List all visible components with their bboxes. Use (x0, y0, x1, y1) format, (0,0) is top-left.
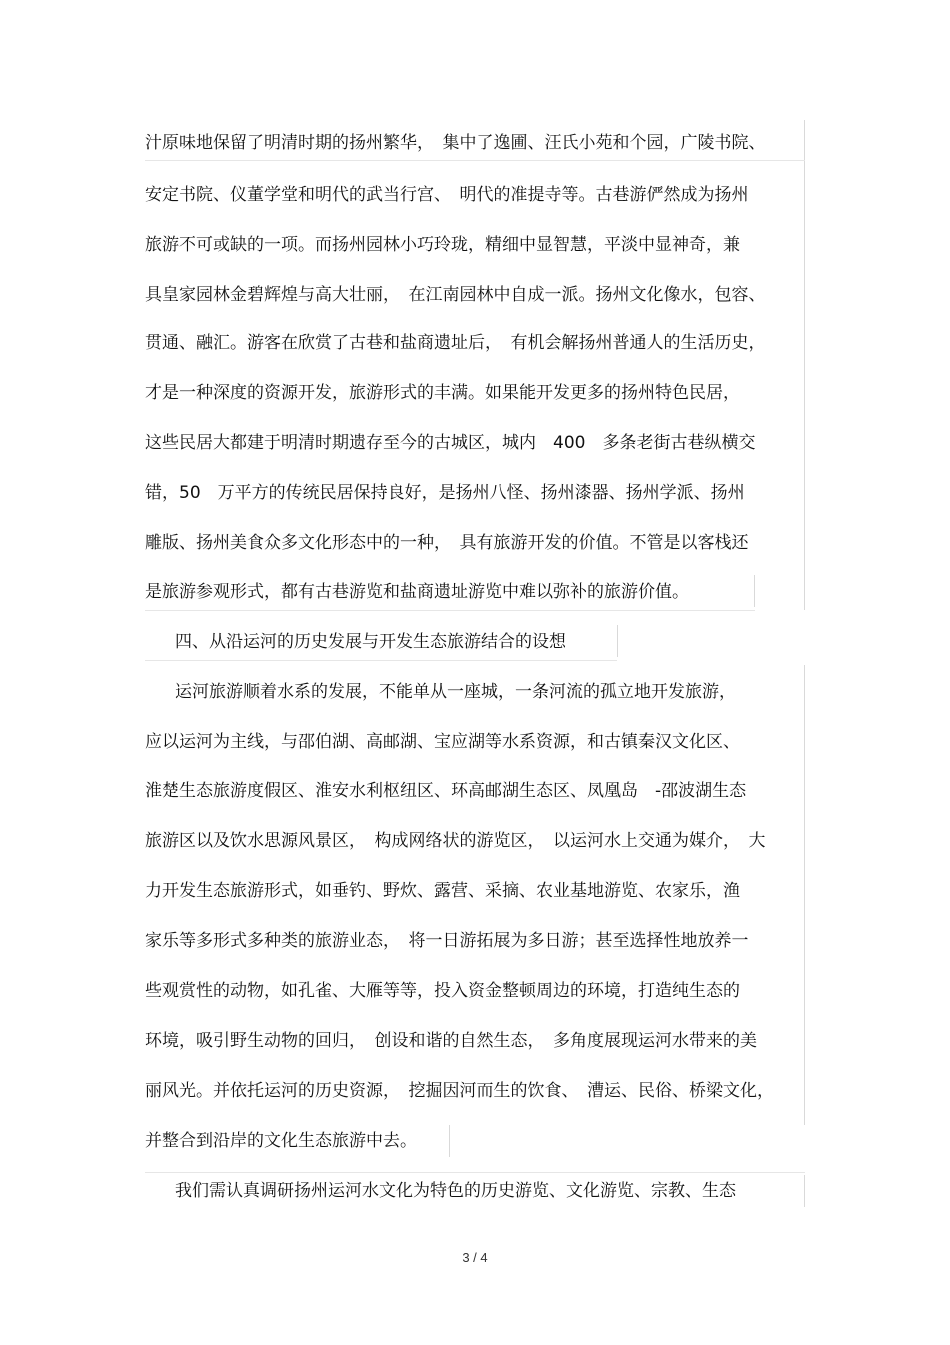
line-separator (145, 1172, 805, 1173)
body-text-line: 安定书院、仪董学堂和明代的武当行宫、 明代的准提寺等。古巷游俨然成为扬州 (145, 185, 749, 205)
line-end-ruler (449, 1125, 450, 1157)
right-edge-ruler (804, 120, 805, 610)
body-text-line: 汁原味地保留了明清时期的扬州繁华， 集中了逸圃、汪氏小苑和个园，广陵书院、 (145, 133, 766, 153)
body-text-line: 我们需认真调研扬州运河水文化为特色的历史游览、文化游览、宗教、生态 (175, 1181, 736, 1201)
page-number: 3 / 4 (462, 1250, 488, 1265)
body-text-line: 雕版、扬州美食众多文化形态中的一种， 具有旅游开发的价值。不管是以客栈还 (145, 533, 749, 553)
line-separator (145, 160, 805, 161)
body-text-line: 环境，吸引野生动物的回归， 创设和谐的自然生态， 多角度展现运河水带来的美 (145, 1031, 757, 1051)
body-text-line: 错，50 万平方的传统民居保持良好，是扬州八怪、扬州漆器、扬州学派、扬州 (145, 483, 745, 503)
line-end-ruler (804, 1175, 805, 1207)
body-text-line: 些观赏性的动物，如孔雀、大雁等等，投入资金整顿周边的环境，打造纯生态的 (145, 981, 740, 1001)
body-text-line: 旅游区以及饮水思源风景区， 构成网络状的游览区， 以运河水上交通为媒介， 大 (145, 831, 766, 851)
section-heading: 四、从沿运河的历史发展与开发生态旅游结合的设想 (175, 632, 566, 652)
body-text-line: 这些民居大都建于明清时期遗存至今的古城区，城内 400 多条老街古巷纵横交 (145, 433, 756, 453)
body-text-line: 是旅游参观形式，都有古巷游览和盐商遗址游览中难以弥补的旅游价值。 (145, 582, 689, 602)
body-text-line: 力开发生态旅游形式，如垂钓、野炊、露营、采摘、农业基地游览、农家乐，渔 (145, 881, 740, 901)
body-text-line: 家乐等多形式多种类的旅游业态， 将一日游拓展为多日游；甚至选择性地放养一 (145, 931, 749, 951)
body-text-line: 具皇家园林金碧辉煌与高大壮丽， 在江南园林中自成一派。扬州文化像水，包容、 (145, 285, 766, 305)
line-separator (145, 660, 617, 661)
body-text-line: 应以运河为主线，与邵伯湖、高邮湖、宝应湖等水系资源，和古镇秦汉文化区、 (145, 732, 740, 752)
body-text-line: 丽风光。并依托运河的历史资源， 挖掘因河而生的饮食、 漕运、民俗、桥梁文化， (145, 1081, 774, 1101)
body-text-line: 淮楚生态旅游度假区、淮安水利枢纽区、环高邮湖生态区、凤凰岛 -邵波湖生态 (145, 781, 747, 801)
body-text-line: 旅游不可或缺的一项。而扬州园林小巧玲珑，精细中显智慧，平淡中显神奇，兼 (145, 235, 740, 255)
line-end-ruler (754, 575, 755, 607)
body-text-line: 贯通、融汇。游客在欣赏了古巷和盐商遗址后， 有机会解扬州普通人的生活历史， (145, 333, 766, 353)
line-separator (145, 610, 755, 611)
line-end-ruler (617, 625, 618, 657)
body-text-line: 才是一种深度的资源开发，旅游形式的丰满。如果能开发更多的扬州特色民居， (145, 383, 740, 403)
body-text-line: 运河旅游顺着水系的发展，不能单从一座城，一条河流的孤立地开发旅游， (175, 682, 736, 702)
right-edge-ruler (804, 665, 805, 1125)
body-text-line: 并整合到沿岸的文化生态旅游中去。 (145, 1131, 417, 1151)
